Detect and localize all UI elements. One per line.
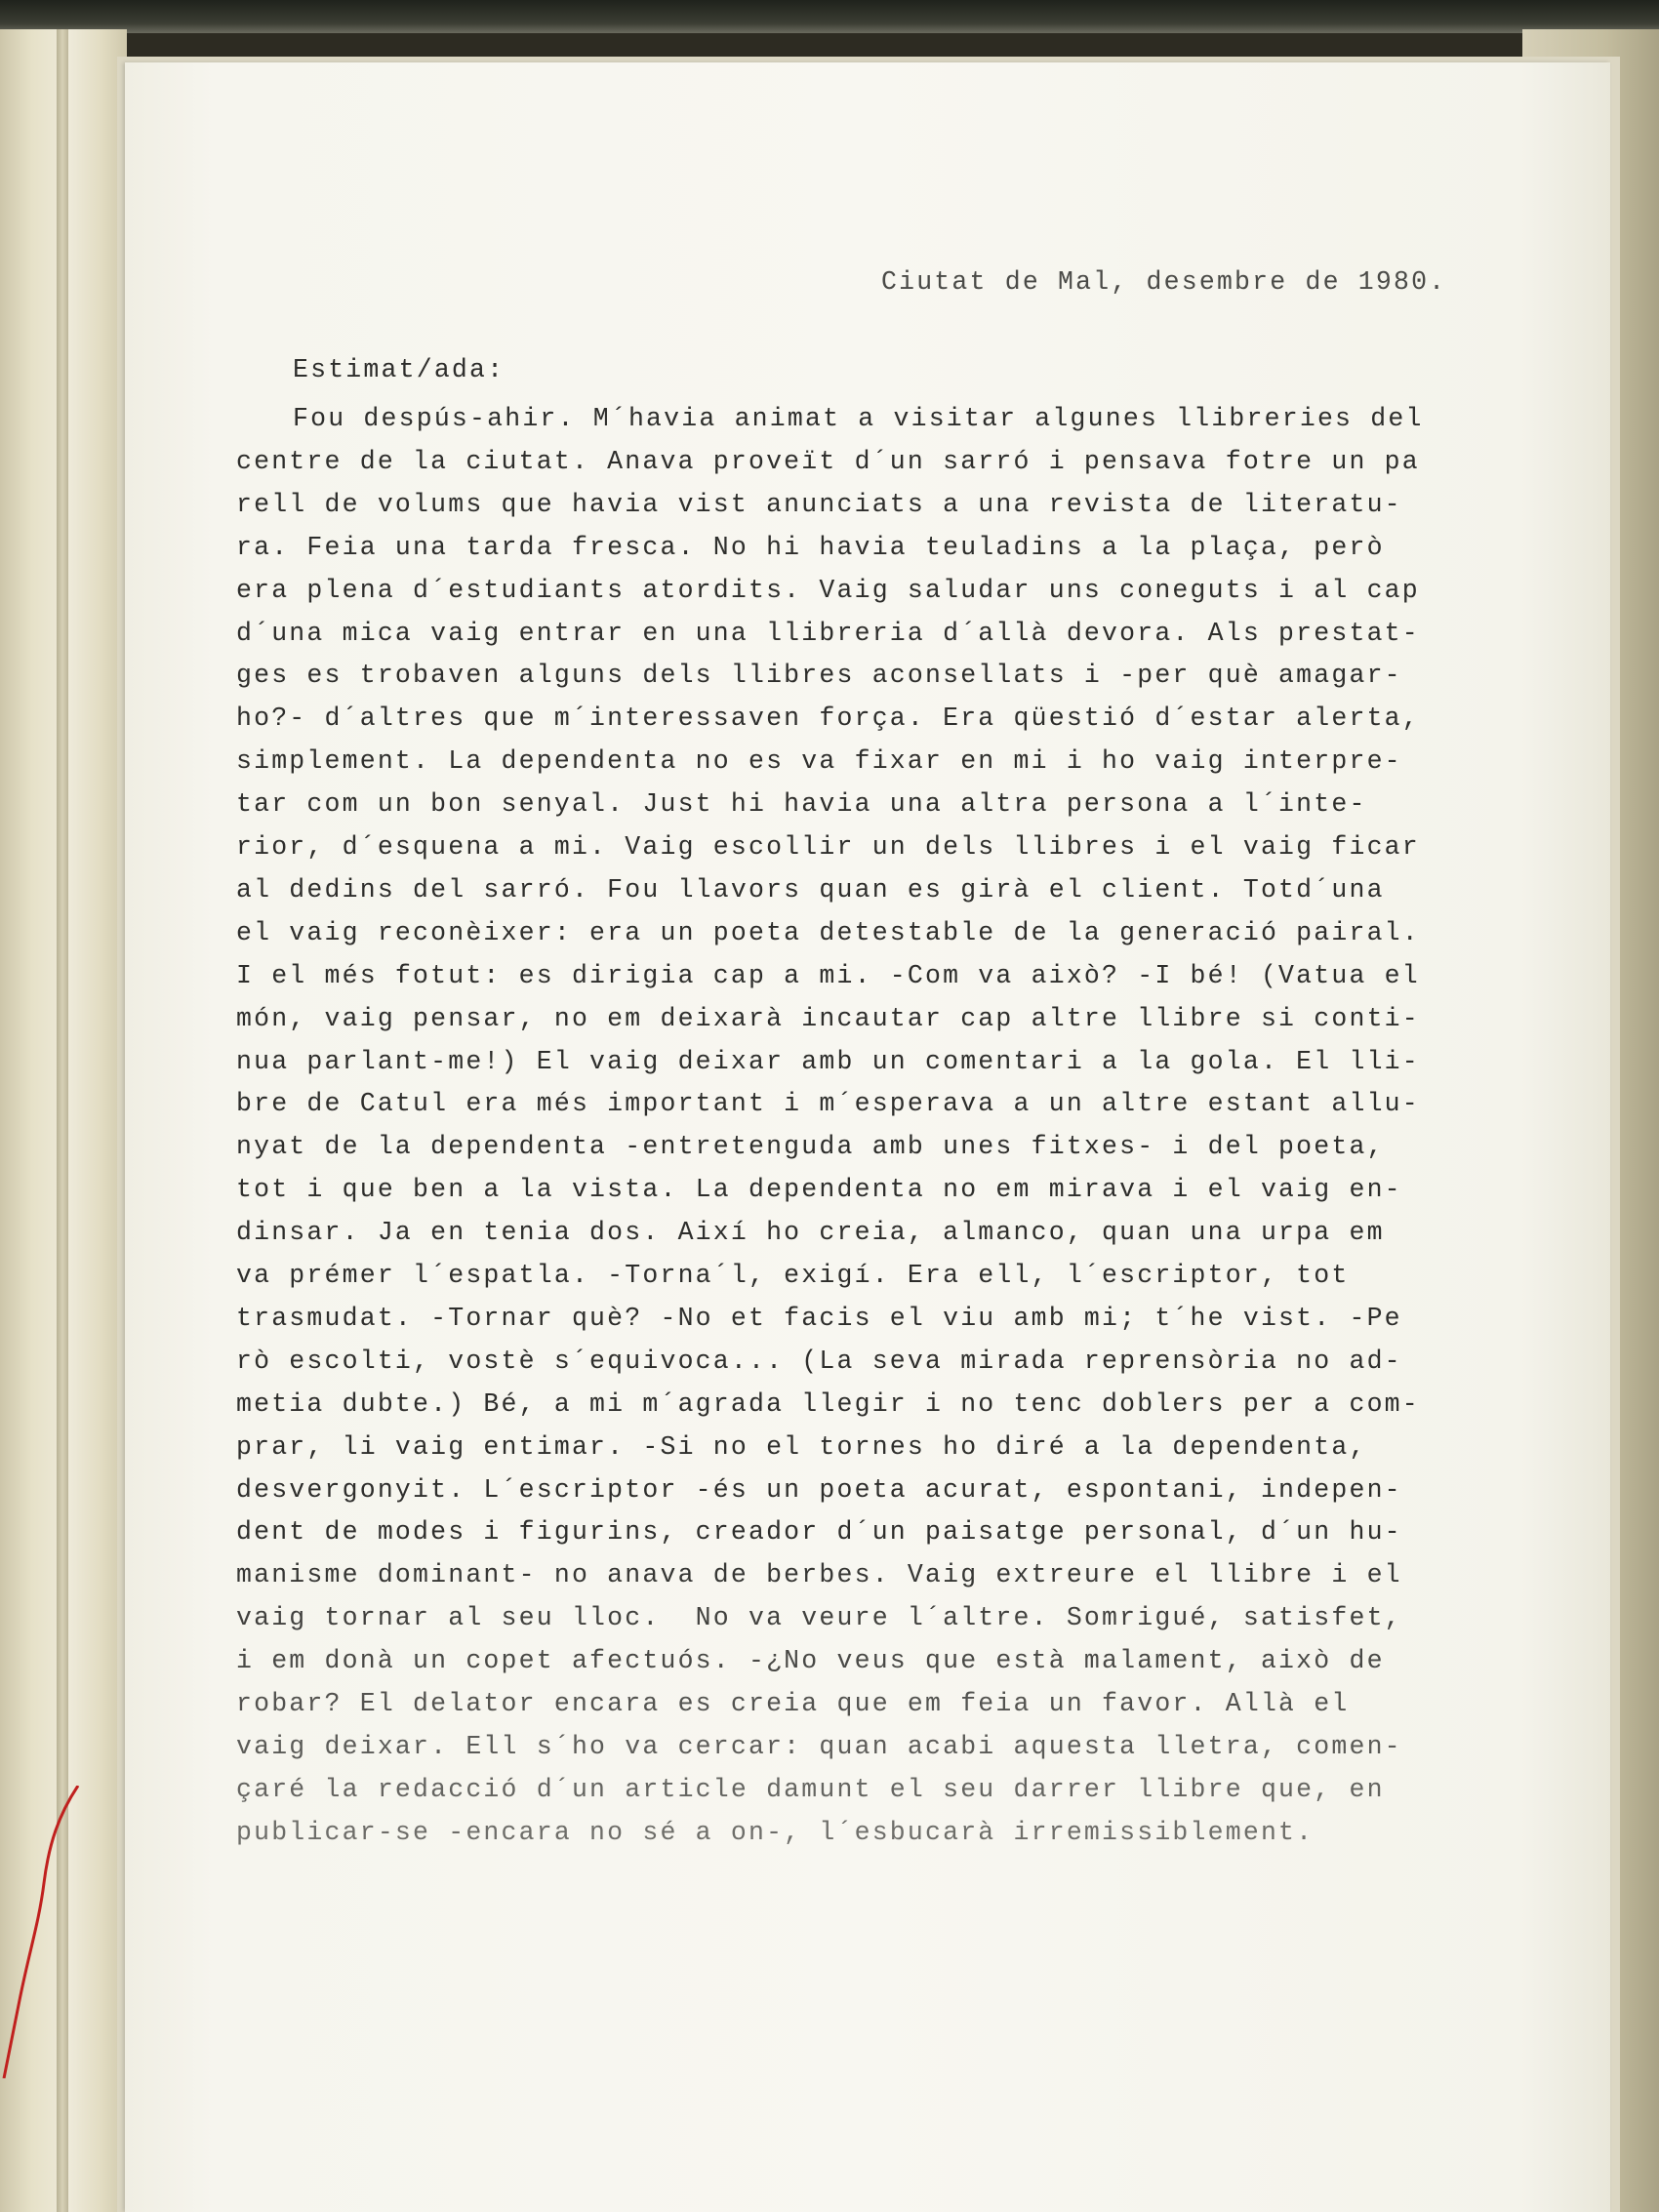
letter-line: i em donà un copet afectuós. -¿No veus que està malament, això de xyxy=(236,1646,1385,1675)
letter-line: trasmudat. -Tornar què? -No et facis el viu amb mi; t´he vist. -Pe xyxy=(236,1304,1402,1333)
letter-line: manisme dominant- no anava de berbes. Vaig extreure el llibre i el xyxy=(236,1560,1402,1589)
letter-line: I el més fotut: es dirigia cap a mi. -Com va això? -I bé! (Vatua el xyxy=(236,961,1420,990)
letter-line: va prémer l´espatla. -Torna´l, exigí. Era ell, l´escriptor, tot xyxy=(236,1261,1350,1290)
letter-line: centre de la ciutat. Anava proveït d´un sarró i pensava fotre un pa xyxy=(236,447,1420,476)
letter-line: ra. Feia una tarda fresca. No hi havia teuladins a la plaça, però xyxy=(236,533,1385,562)
letter-line: ho?- d´altres que m´interessaven força. Era qüestió d´estar alerta, xyxy=(236,704,1420,733)
letter-line: prar, li vaig entimar. -Si no el tornes ho diré a la dependenta, xyxy=(236,1432,1367,1462)
letter-line: tar com un bon senyal. Just hi havia una altra persona a l´inte- xyxy=(236,789,1367,819)
letter-line: çaré la redacció d´un article damunt el seu darrer llibre que, en xyxy=(236,1775,1385,1804)
letter-line: era plena d´estudiants atordits. Vaig saludar uns coneguts i al cap xyxy=(236,576,1420,605)
letter-line: simplement. La dependenta no es va fixar en mi i ho vaig interpre- xyxy=(236,746,1402,776)
letter-line: ges es trobaven alguns dels llibres aconsellats i -per què amagar- xyxy=(236,661,1402,690)
letter-line: al dedins del sarró. Fou llavors quan es girà el client. Totd´una xyxy=(236,875,1385,905)
letter-line: publicar-se -encara no sé a on-, l´esbucarà irremissiblement. xyxy=(236,1818,1315,1847)
letter-line: rior, d´esquena a mi. Vaig escollir un dels llibres i el vaig ficar xyxy=(236,832,1420,862)
letter-line: robar? El delator encara es creia que em feia un favor. Allà el xyxy=(236,1689,1350,1718)
letter-line: rò escolti, vostè s´equivoca... (La seva mirada reprensòria no ad- xyxy=(236,1347,1402,1376)
letter-line: d´una mica vaig entrar en una llibreria d´allà devora. Als prestat- xyxy=(236,619,1420,648)
letter xyxy=(125,62,1610,2212)
letter-line: vaig deixar. Ell s´ho va cercar: quan acabi aquesta lletra, comen- xyxy=(236,1732,1402,1761)
letter-line: metia dubte.) Bé, a mi m´agrada llegir i no tenc doblers per a com- xyxy=(236,1389,1420,1419)
letter-line: el vaig reconèixer: era un poeta detestable de la generació pairal. xyxy=(236,918,1420,947)
top-background-strip xyxy=(0,0,1659,33)
letter-line: nyat de la dependenta -entretenguda amb unes fitxes- i del poeta, xyxy=(236,1132,1385,1161)
letter-line: vaig tornar al seu lloc. No va veure l´altre. Somrigué, satisfet, xyxy=(236,1603,1402,1632)
typewritten-sheet xyxy=(125,62,1610,2212)
letter-line: nua parlant-me!) El vaig deixar amb un comentari a la gola. El lli- xyxy=(236,1047,1420,1076)
letter-line: dinsar. Ja en tenia dos. Així ho creia, almanco, quan una urpa em xyxy=(236,1218,1385,1247)
letter-line: rell de volums que havia vist anunciats a una revista de literatu- xyxy=(236,490,1402,519)
letter-line: desvergonyit. L´escriptor -és un poeta acurat, espontani, indepen- xyxy=(236,1475,1402,1505)
letter-line: món, vaig pensar, no em deixarà incautar cap altre llibre si conti- xyxy=(236,1004,1420,1033)
red-thread-marker xyxy=(0,1786,88,2078)
letter-line: tot i que ben a la vista. La dependenta no em mirava i el vaig en- xyxy=(236,1175,1402,1204)
letter-line: bre de Catul era més important i m´esperava a un altre estant allu- xyxy=(236,1089,1420,1118)
letter-line: dent de modes i figurins, creador d´un paisatge personal, d´un hu- xyxy=(236,1517,1402,1547)
salutation: Estimat/ada: xyxy=(293,355,506,384)
dateline: Ciutat de Mal, desembre de 1980. xyxy=(881,267,1447,297)
letter-line: Fou despús-ahir. M´havia animat a visitar algunes llibreries del xyxy=(293,404,1424,433)
